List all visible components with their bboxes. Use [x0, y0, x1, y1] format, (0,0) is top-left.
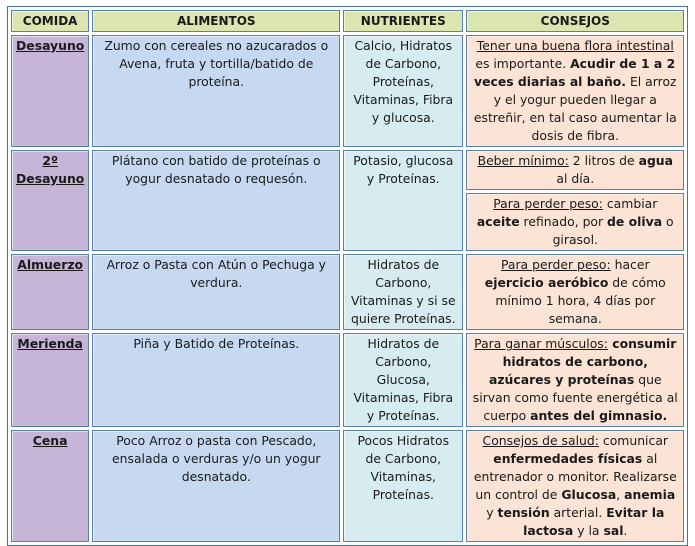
tip-desayuno	[466, 35, 684, 147]
tip-bold: consumir hidratos de carbono, azúcares y proteínas	[488, 336, 677, 387]
header-consejos: CONSEJOS	[466, 10, 684, 32]
tip-text: y	[486, 505, 498, 520]
tip-text: .	[623, 523, 628, 538]
tip-bold: ejercicio aeróbico	[484, 275, 609, 290]
food-almuerzo: Arroz o Pasta con Atún o Pechuga y verdura.	[92, 254, 340, 330]
header-comida: COMIDA	[11, 10, 89, 32]
diet-table-wrapper	[7, 6, 688, 546]
food-segundo-desayuno: Plátano con batido de proteínas o yogur desnatado o requesón.	[92, 150, 340, 251]
meal-segundo-desayuno	[11, 150, 89, 251]
food-merienda: Piña y Batido de Proteínas.	[92, 333, 340, 427]
nutrients-almuerzo: Hidratos de Carbono, Vitaminas y si se quiere Proteínas.	[343, 254, 463, 330]
nutrients-cena: Pocos Hidratos de Carbono, Vitaminas, Proteínas.	[343, 430, 463, 542]
tip-perder-peso-ejercicio	[466, 254, 684, 330]
row-cena	[11, 430, 684, 542]
tip-heading: Beber mínimo:	[477, 153, 569, 168]
tip-text: 2 litros de	[568, 153, 639, 168]
tip-perder-peso-aceite	[466, 193, 684, 251]
tip-bold: de oliva	[607, 214, 663, 229]
nutrients-merienda: Hidratos de Carbono, Glucosa, Vitaminas, Fibra y Proteínas.	[343, 333, 463, 427]
tip-text: de cómo mínimo 1 hora, 4 días por semana.	[495, 275, 666, 326]
meal-label: Almuerzo	[17, 257, 84, 272]
meal-label: 2º Desayuno	[16, 153, 85, 186]
tip-bold: Evitar la lactosa	[523, 505, 665, 538]
row-segundo-desayuno	[11, 150, 684, 190]
tip-heading: Tener una buena flora intestinal	[476, 38, 674, 53]
tip-ganar-musculos	[466, 333, 684, 427]
tip-text: es importante.	[475, 56, 571, 71]
header-row	[11, 10, 684, 32]
nutrients-desayuno: Calcio, Hidratos de Carbono, Proteínas, Vitaminas, Fibra y glucosa.	[343, 35, 463, 147]
tip-text: arterial.	[549, 505, 607, 520]
meal-label: Desayuno	[16, 38, 85, 53]
meal-almuerzo	[11, 254, 89, 330]
meal-merienda	[11, 333, 89, 427]
tip-heading: Para ganar músculos:	[474, 336, 608, 351]
tip-bold: Acudir de 1 a 2 veces diarias al baño.	[474, 56, 676, 89]
tip-text: hacer	[610, 257, 650, 272]
tip-text: ,	[616, 487, 625, 502]
tip-text: comunicar	[598, 433, 669, 448]
tip-text: o girasol.	[552, 214, 674, 247]
tip-text: al día.	[556, 171, 595, 186]
tip-text: cambiar	[602, 196, 658, 211]
tip-text: refinado, por	[519, 214, 608, 229]
tip-beber	[466, 150, 684, 190]
header-nutrientes: NUTRIENTES	[343, 10, 463, 32]
tip-heading: Para perder peso:	[493, 196, 603, 211]
row-desayuno	[11, 35, 684, 147]
tip-bold: sal	[603, 523, 624, 538]
tip-text: que sirvan como fuente energética al cuerpo	[472, 372, 678, 423]
meal-label: Cena	[32, 433, 68, 448]
tip-bold: tensión	[497, 505, 550, 520]
tip-heading: Consejos de salud:	[482, 433, 599, 448]
tip-text: El arroz y el yogur pueden llegar a estreñir, en tal caso aumentar la dosis de fibra.	[473, 74, 677, 143]
tip-bold: agua	[638, 153, 673, 168]
tip-salud	[466, 430, 684, 542]
diet-table	[7, 6, 688, 546]
row-merienda	[11, 333, 684, 427]
tip-bold: enfermedades físicas	[493, 451, 643, 466]
tip-heading: Para perder peso:	[500, 257, 611, 272]
meal-desayuno	[11, 35, 89, 147]
tip-bold: antes del gimnasio.	[530, 408, 668, 423]
tip-bold: aceite	[476, 214, 520, 229]
row-almuerzo	[11, 254, 684, 330]
tip-bold: anemia	[624, 487, 676, 502]
meal-label: Merienda	[17, 336, 83, 351]
tip-bold: Glucosa	[561, 487, 617, 502]
tip-text: y la	[573, 523, 604, 538]
tip-text: al entrenador o monitor. Realizarse un control de	[473, 451, 677, 502]
food-cena: Poco Arroz o pasta con Pescado, ensalada o verduras y/o un yogur desnatado.	[92, 430, 340, 542]
header-alimentos: ALIMENTOS	[92, 10, 340, 32]
meal-cena	[11, 430, 89, 542]
nutrients-segundo-desayuno: Potasio, glucosa y Proteínas.	[343, 150, 463, 251]
food-desayuno: Zumo con cereales no azucarados o Avena, fruta y tortilla/batido de proteína.	[92, 35, 340, 147]
